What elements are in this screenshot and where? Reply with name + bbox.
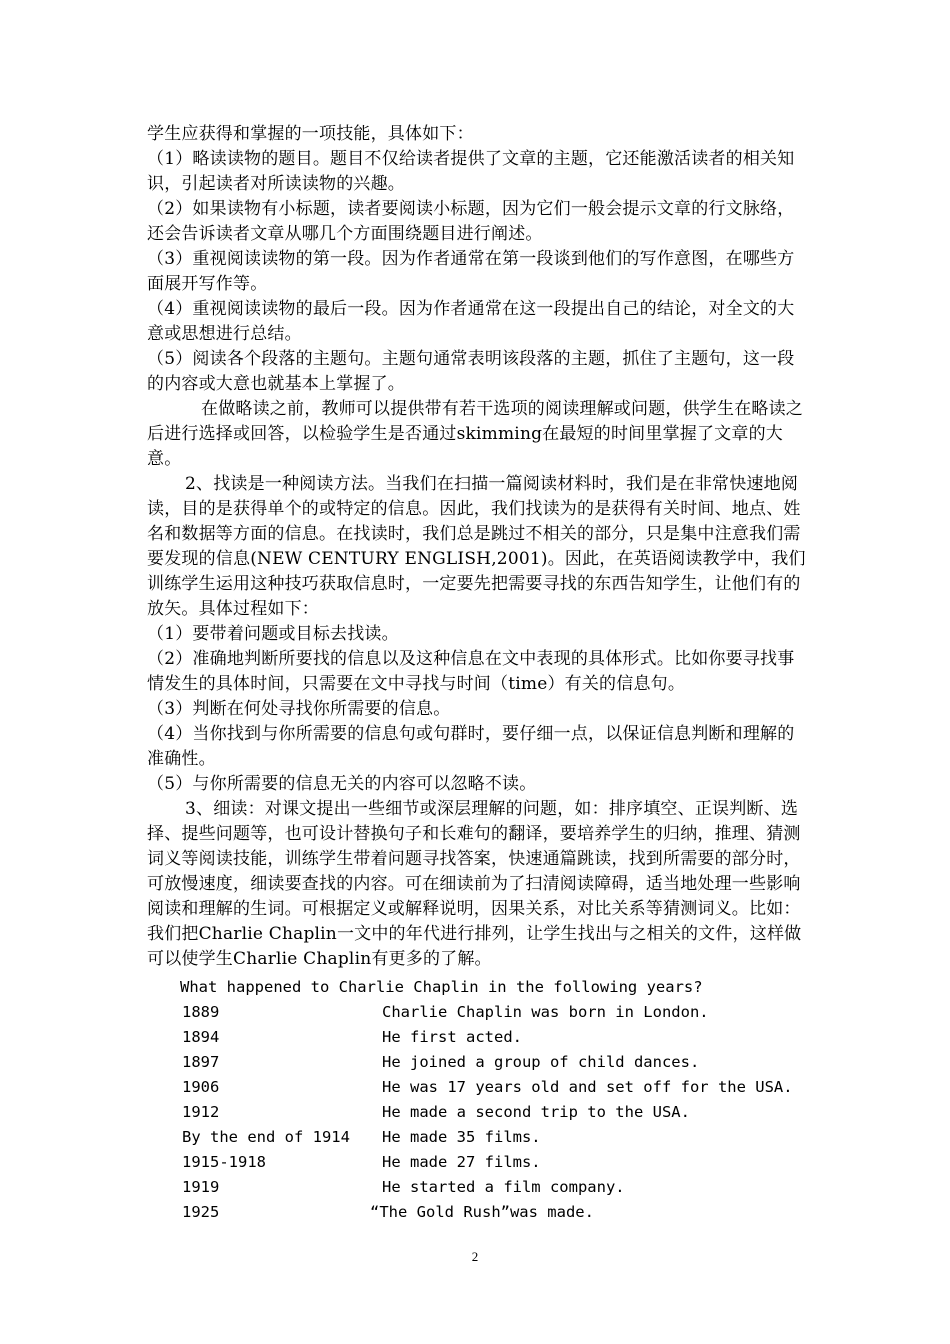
- timeline-event: He made 35 films.: [382, 1128, 541, 1146]
- paragraph-close-reading: 3、细读：对课文提出一些细节或深层理解的问题，如：排序填空、正误判断、选择、提些问题等，也可设计替换句子和长难句的翻译，要培养学生的归纳，推理、猜测词义等阅读技能，训练学生带着问题寻找答案，快速通篇跳读，找到所需要的部分时，可放慢速度，细读要查找的内容。可在细读前为了扫清阅读障碍，适当地处理一些影响阅读和理解的生词。可根据定义或解释说明，因果关系，对比关系等猜测词义。比如：我们把Charlie Chaplin一文中的年代进行排列，让学生找出与之相关的文件，这样做可以使学生Charlie Chaplin有更多的了解。: [147, 799, 802, 969]
- timeline-year: 1897: [182, 1053, 220, 1071]
- timeline-row: [182, 1100, 822, 1125]
- paragraph-skimming-note: 在做略读之前，教师可以提供带有若干选项的阅读理解或问题，供学生在略读之后进行选择或回答，以检验学生是否通过skimming在最短的时间里掌握了文章的大意。: [147, 399, 803, 469]
- list-item-scan-5: （5）与你所需要的信息无关的内容可以忽略不读。: [147, 774, 537, 794]
- timeline-event: He was 17 years old and set off for the USA.: [382, 1078, 793, 1096]
- timeline-event: He made a second trip to the USA.: [382, 1103, 690, 1121]
- timeline-year: 1919: [182, 1178, 220, 1196]
- page-number: 2: [471, 1249, 479, 1264]
- timeline-event: He made 27 films.: [382, 1153, 541, 1171]
- list-item-skim-3: （3）重视阅读读物的第一段。因为作者通常在第一段谈到他们的写作意图，在哪些方面展开写作等。: [147, 249, 795, 294]
- timeline-year: 1894: [182, 1028, 220, 1046]
- timeline-row: [182, 1150, 822, 1175]
- timeline-year: 1925: [182, 1203, 220, 1221]
- chaplin-timeline: [182, 975, 822, 1225]
- list-item-skim-5: （5）阅读各个段落的主题句。主题句通常表明该段落的主题，抓住了主题句，这一段的内容或大意也就基本上掌握了。: [147, 349, 795, 394]
- timeline-row: [182, 1025, 822, 1050]
- body-text: [147, 122, 809, 972]
- timeline-event: He started a film company.: [382, 1178, 625, 1196]
- timeline-row: [182, 1175, 822, 1200]
- timeline-event: Charlie Chaplin was born in London.: [382, 1003, 709, 1021]
- list-item-skim-1: （1）略读读物的题目。题目不仅给读者提供了文章的主题，它还能激活读者的相关知识，引起读者对所读读物的兴趣。: [147, 149, 795, 194]
- timeline-row: [182, 1075, 822, 1100]
- list-item-scan-4: （4）当你找到与你所需要的信息句或句群时，要仔细一点，以保证信息判断和理解的准确性。: [147, 724, 795, 769]
- timeline-row: [182, 1200, 822, 1225]
- list-item-skim-4: （4）重视阅读读物的最后一段。因为作者通常在这一段提出自己的结论，对全文的大意或思想进行总结。: [147, 299, 795, 344]
- list-item-scan-3: （3）判断在何处寻找你所需要的信息。: [147, 699, 451, 719]
- timeline-year: 1912: [182, 1103, 220, 1121]
- timeline-year: 1889: [182, 1003, 220, 1021]
- timeline-row: [182, 1125, 822, 1150]
- timeline-event: “The Gold Rush”was made.: [370, 1203, 594, 1221]
- list-item-scan-2: （2）准确地判断所要找的信息以及这种信息在文中表现的具体形式。比如你要寻找事情发生的具体时间，只需要在文中寻找与时间（time）有关的信息句。: [147, 649, 795, 694]
- timeline-heading: What happened to Charlie Chaplin in the following years?: [180, 978, 703, 996]
- timeline-event: He first acted.: [382, 1028, 522, 1046]
- timeline-event: He joined a group of child dances.: [382, 1053, 700, 1071]
- list-item-skim-2: （2）如果读物有小标题，读者要阅读小标题，因为它们一般会提示文章的行文脉络，还会告诉读者文章从哪几个方面围绕题目进行阐述。: [147, 199, 795, 244]
- timeline-row: [182, 1000, 822, 1025]
- timeline-year: 1906: [182, 1078, 220, 1096]
- timeline-year: 1915-1918: [182, 1153, 266, 1171]
- list-item-scan-1: （1）要带着问题或目标去找读。: [147, 624, 399, 644]
- timeline-year: By the end of 1914: [182, 1128, 350, 1146]
- paragraph-scanning: 2、找读是一种阅读方法。当我们在扫描一篇阅读材料时，我们是在非常快速地阅读，目的是获得单个的或特定的信息。因此，我们找读为的是获得有关时间、地点、姓名和数据等方面的信息。在找读时，我们总是跳过不相关的部分，只是集中注意我们需要发现的信息(NEW CENTURY ENGLISH,2001)。因此，在英语阅读教学中，我们训练学生运用这种技巧获取信息时，一定要先把需要寻找的东西告知学生，让他们有的放矢。具体过程如下：: [147, 474, 806, 619]
- paragraph: 学生应获得和掌握的一项技能，具体如下：: [147, 124, 474, 144]
- timeline-row: [182, 1050, 822, 1075]
